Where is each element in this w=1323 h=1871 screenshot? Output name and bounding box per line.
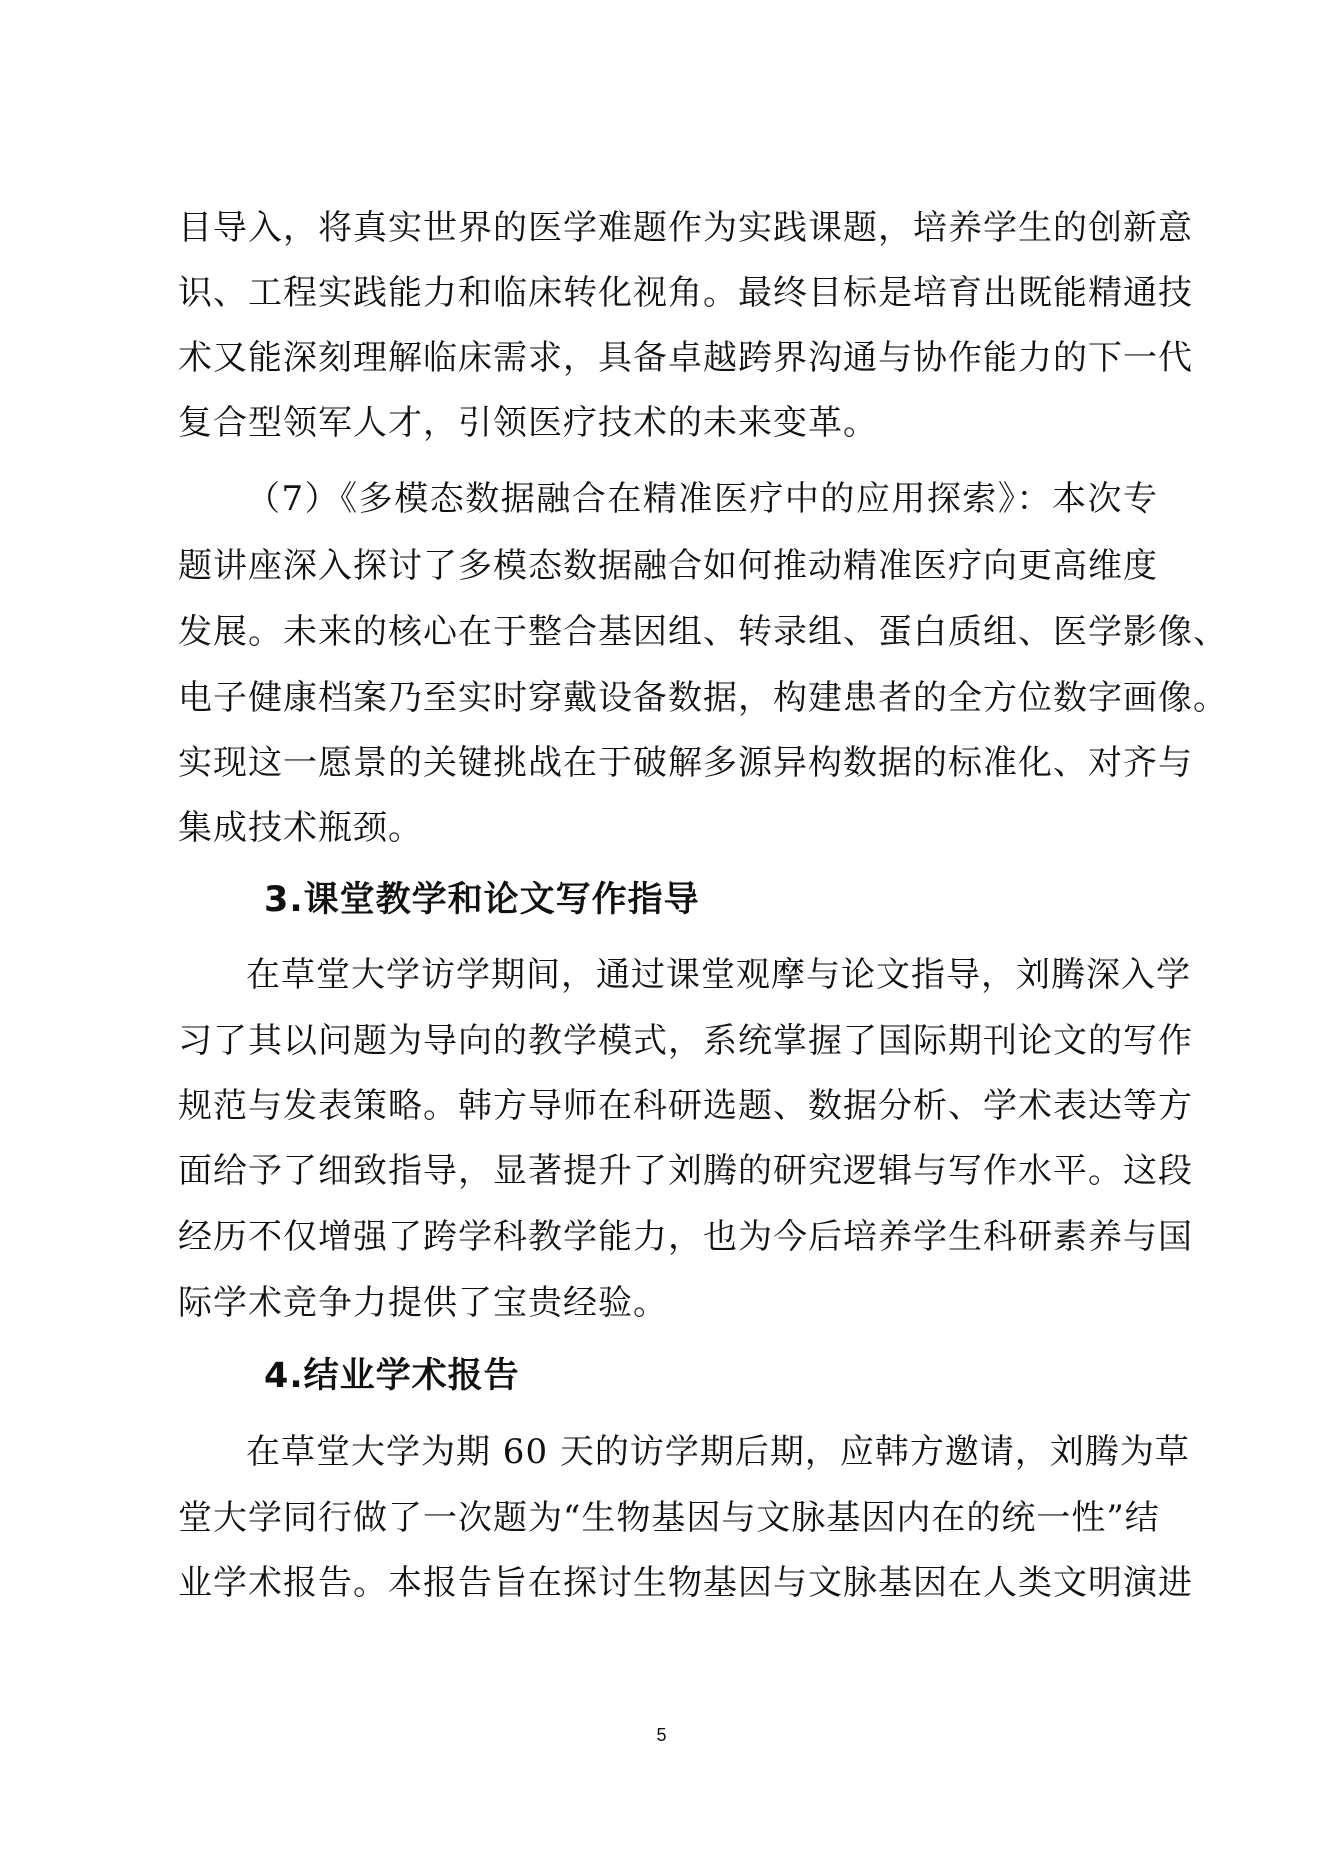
paragraph-line: 电子健康档案乃至实时穿戴设备数据，构建患者的全方位数字画像。 xyxy=(178,678,1228,718)
paragraph-line: 目导入，将真实世界的医学难题作为实践课题，培养学生的创新意 xyxy=(178,208,1193,248)
paragraph-line: 经历不仅增强了跨学科教学能力，也为今后培养学生科研素养与国 xyxy=(178,1217,1193,1257)
paragraph-line: 识、工程实践能力和临床转化视角。最终目标是培育出既能精通技 xyxy=(178,273,1193,313)
paragraph-line: 术又能深刻理解临床需求，具备卓越跨界沟通与协作能力的下一代 xyxy=(178,338,1193,378)
paragraph-line: 在草堂大学访学期间，通过课堂观摩与论文指导，刘腾深入学 xyxy=(246,955,1191,995)
paragraph-line: 发展。未来的核心在于整合基因组、转录组、蛋白质组、医学影像、 xyxy=(178,612,1228,652)
paragraph-line: 习了其以问题为导向的教学模式，系统掌握了国际期刊论文的写作 xyxy=(178,1021,1193,1061)
paragraph-line: 堂大学同行做了一次题为“生物基因与文脉基因内在的统一性”结 xyxy=(178,1498,1160,1538)
paragraph-line: 题讲座深入探讨了多模态数据融合如何推动精准医疗向更高维度 xyxy=(178,546,1158,586)
paragraph-line: （7）《多模态数据融合在精准医疗中的应用探索》：本次专 xyxy=(246,479,1158,519)
paragraph-line: 在草堂大学为期 60 天的访学期后期，应韩方邀请，刘腾为草 xyxy=(246,1432,1190,1472)
paragraph-line: 实现这一愿景的关键挑战在于破解多源异构数据的标准化、对齐与 xyxy=(178,743,1193,783)
paragraph-line: 复合型领军人才，引领医疗技术的未来变革。 xyxy=(178,403,878,443)
section-heading: 3.课堂教学和论文写作指导 xyxy=(264,880,700,920)
paragraph-line: 面给予了细致指导，显著提升了刘腾的研究逻辑与写作水平。这段 xyxy=(178,1151,1193,1191)
page-number: 5 xyxy=(656,1725,667,1745)
paragraph-line: 集成技术瓶颈。 xyxy=(178,808,423,848)
section-heading: 4.结业学术报告 xyxy=(264,1356,520,1396)
paragraph-line: 业学术报告。本报告旨在探讨生物基因与文脉基因在人类文明演进 xyxy=(178,1563,1193,1603)
paragraph-line: 际学术竞争力提供了宝贵经验。 xyxy=(178,1283,668,1323)
paragraph-line: 规范与发表策略。韩方导师在科研选题、数据分析、学术表达等方 xyxy=(178,1086,1193,1126)
